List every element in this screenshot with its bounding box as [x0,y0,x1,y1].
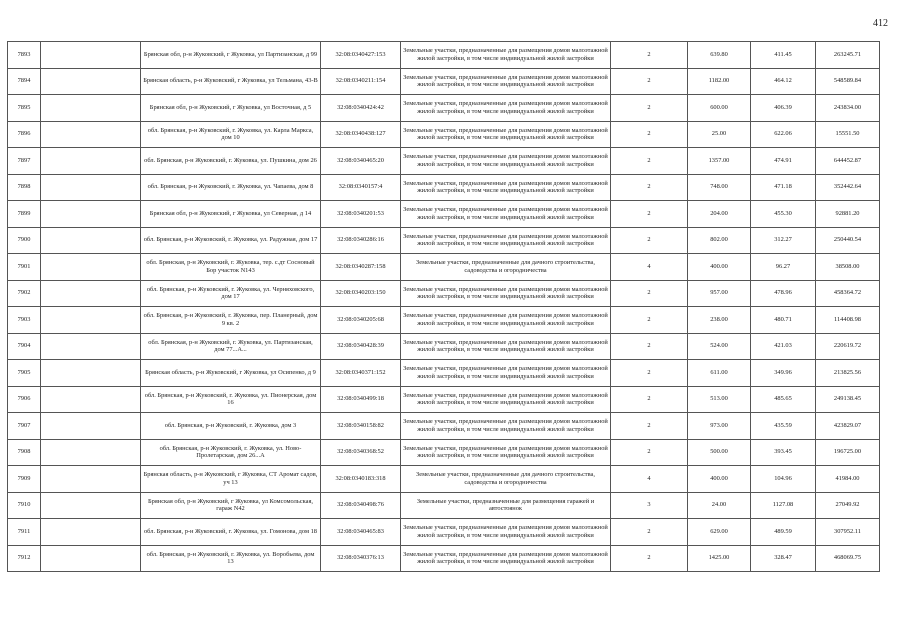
row-number-cell: 7894 [8,68,41,95]
area-cell: 204.00 [688,201,751,228]
rate-cell: 328.47 [751,545,816,572]
area-cell: 500.00 [688,439,751,466]
category-cell: 2 [611,307,688,334]
address-cell: обл. Брянская, р-н Жуковский, г. Жуковка, ул. Ново-Пролетарская, дом 26...А [141,439,321,466]
table-row [8,386,880,413]
address-cell: обл. Брянская, р-н Жуковский, г. Жуковка, ул. Чапаева, дом 8 [141,174,321,201]
row-number-cell: 7893 [8,42,41,69]
rate-cell: 393.45 [751,439,816,466]
empty-cell [41,68,141,95]
empty-cell [41,439,141,466]
area-cell: 238.00 [688,307,751,334]
category-cell: 3 [611,492,688,519]
table-row [8,42,880,69]
land-use-cell: Земельные участки, предназначенные для дачного строительства, садоводства и огородничества [401,254,611,281]
land-use-cell: Земельные участки, предназначенные для дачного строительства, садоводства и огородничества [401,466,611,493]
table-row [8,545,880,572]
category-cell: 2 [611,439,688,466]
area-cell: 400.00 [688,466,751,493]
area-cell: 1182.00 [688,68,751,95]
row-number-cell: 7901 [8,254,41,281]
land-use-cell: Земельные участки, предназначенные для размещения домов малоэтажной жилой застройки, в том числе индивидуальной жилой застройки [401,201,611,228]
table-row [8,95,880,122]
empty-cell [41,466,141,493]
empty-cell [41,95,141,122]
rate-cell: 455.30 [751,201,816,228]
category-cell: 2 [611,333,688,360]
area-cell: 25.00 [688,121,751,148]
rate-cell: 622.06 [751,121,816,148]
category-cell: 2 [611,148,688,175]
row-number-cell: 7904 [8,333,41,360]
category-cell: 2 [611,201,688,228]
cadastral-number-cell: 32:08:0340201:53 [321,201,401,228]
land-use-cell: Земельные участки, предназначенные для размещения домов малоэтажной жилой застройки, в том числе индивидуальной жилой застройки [401,413,611,440]
land-registry-table [7,41,880,572]
cadastral-value-cell: 41984.00 [816,466,880,493]
land-use-cell: Земельные участки, предназначенные для размещения домов малоэтажной жилой застройки, в том числе индивидуальной жилой застройки [401,148,611,175]
address-cell: обл. Брянская, р-н Жуковский, г. Жуковка, тер. с.дт Сосновый Бор участок N143 [141,254,321,281]
rate-cell: 485.65 [751,386,816,413]
address-cell: обл. Брянская, р-н Жуковский, г. Жуковка, пер. Планерный, дом 9 кв. 2 [141,307,321,334]
table-row [8,307,880,334]
land-use-cell: Земельные участки, предназначенные для размещения домов малоэтажной жилой застройки, в том числе индивидуальной жилой застройки [401,519,611,546]
cadastral-number-cell: 32:08:0340211:154 [321,68,401,95]
empty-cell [41,492,141,519]
land-use-cell: Земельные участки, предназначенные для размещения домов малоэтажной жилой застройки, в том числе индивидуальной жилой застройки [401,121,611,148]
cadastral-value-cell: 352442.64 [816,174,880,201]
address-cell: Брянская обл, р-н Жуковский, г Жуковка, ул Партизанская, д 99 [141,42,321,69]
table-row [8,68,880,95]
land-use-cell: Земельные участки, предназначенные для размещения домов малоэтажной жилой застройки, в том числе индивидуальной жилой застройки [401,360,611,387]
table-row [8,174,880,201]
cadastral-number-cell: 32:08:0340424:42 [321,95,401,122]
rate-cell: 464.12 [751,68,816,95]
rate-cell: 1127.08 [751,492,816,519]
rate-cell: 489.59 [751,519,816,546]
cadastral-number-cell: 32:08:0340183:318 [321,466,401,493]
rate-cell: 406.39 [751,95,816,122]
cadastral-value-cell: 423829.07 [816,413,880,440]
address-cell: Брянская область, р-н Жуковский, г Жуковка, ул Тельмана, 43-В [141,68,321,95]
table-row [8,466,880,493]
land-use-cell: Земельные участки, предназначенные для размещения домов малоэтажной жилой застройки, в том числе индивидуальной жилой застройки [401,42,611,69]
land-use-cell: Земельные участки, предназначенные для размещения домов малоэтажной жилой застройки, в том числе индивидуальной жилой застройки [401,68,611,95]
empty-cell [41,227,141,254]
row-number-cell: 7906 [8,386,41,413]
cadastral-number-cell: 32:08:0340498:76 [321,492,401,519]
area-cell: 1357.00 [688,148,751,175]
row-number-cell: 7907 [8,413,41,440]
address-cell: обл. Брянская, р-н Жуковский, г. Жуковка, ул. Черняховского, дом 17 [141,280,321,307]
table-row [8,254,880,281]
address-cell: обл. Брянская, р-н Жуковский, г. Жуковка, ул. Партизанская, дом 77...А... [141,333,321,360]
cadastral-number-cell: 32:08:0340158:82 [321,413,401,440]
table-row [8,413,880,440]
rate-cell: 421.03 [751,333,816,360]
row-number-cell: 7910 [8,492,41,519]
row-number-cell: 7898 [8,174,41,201]
area-cell: 24.00 [688,492,751,519]
address-cell: обл. Брянская, р-н Жуковский, г. Жуковка, ул. Радужная, дом 17 [141,227,321,254]
empty-cell [41,148,141,175]
cadastral-number-cell: 32:08:0340376:13 [321,545,401,572]
row-number-cell: 7908 [8,439,41,466]
land-use-cell: Земельные участки, предназначенные для размещения домов малоэтажной жилой застройки, в том числе индивидуальной жилой застройки [401,95,611,122]
cadastral-value-cell: 307952.11 [816,519,880,546]
area-cell: 802.00 [688,227,751,254]
empty-cell [41,42,141,69]
cadastral-value-cell: 196725.00 [816,439,880,466]
cadastral-value-cell: 220619.72 [816,333,880,360]
address-cell: обл. Брянская, р-н Жуковский, г. Жуковка, ул. Гомонова, дом 18 [141,519,321,546]
row-number-cell: 7896 [8,121,41,148]
cadastral-value-cell: 644452.87 [816,148,880,175]
table-row [8,439,880,466]
rate-cell: 478.96 [751,280,816,307]
area-cell: 973.00 [688,413,751,440]
cadastral-value-cell: 15551.50 [816,121,880,148]
area-cell: 524.00 [688,333,751,360]
land-use-cell: Земельные участки, предназначенные для размещения домов малоэтажной жилой застройки, в том числе индивидуальной жилой застройки [401,280,611,307]
land-use-cell: Земельные участки, предназначенные для размещения домов малоэтажной жилой застройки, в том числе индивидуальной жилой застройки [401,386,611,413]
cadastral-number-cell: 32:08:0340371:152 [321,360,401,387]
cadastral-number-cell: 32:08:0340427:153 [321,42,401,69]
area-cell: 400.00 [688,254,751,281]
cadastral-number-cell: 32:08:0340465:20 [321,148,401,175]
rate-cell: 349.96 [751,360,816,387]
category-cell: 2 [611,95,688,122]
cadastral-number-cell: 32:08:0340157:4 [321,174,401,201]
address-cell: обл. Брянская, р-н Жуковский, г. Жуковка, ул. Карла Маркса, дом 10 [141,121,321,148]
cadastral-value-cell: 27049.92 [816,492,880,519]
cadastral-value-cell: 548589.84 [816,68,880,95]
rate-cell: 104.96 [751,466,816,493]
category-cell: 2 [611,386,688,413]
table-row [8,333,880,360]
row-number-cell: 7902 [8,280,41,307]
empty-cell [41,519,141,546]
rate-cell: 312.27 [751,227,816,254]
row-number-cell: 7900 [8,227,41,254]
area-cell: 748.00 [688,174,751,201]
area-cell: 1425.00 [688,545,751,572]
cadastral-number-cell: 32:08:0340205:68 [321,307,401,334]
cadastral-number-cell: 32:08:0340287:158 [321,254,401,281]
category-cell: 2 [611,121,688,148]
row-number-cell: 7909 [8,466,41,493]
category-cell: 2 [611,413,688,440]
cadastral-value-cell: 263245.71 [816,42,880,69]
table-row [8,201,880,228]
table-row [8,227,880,254]
cadastral-number-cell: 32:08:0340203:150 [321,280,401,307]
area-cell: 629.00 [688,519,751,546]
address-cell: обл. Брянская, р-н Жуковский, г. Жуковка, ул. Воробьева, дом 13 [141,545,321,572]
rate-cell: 96.27 [751,254,816,281]
category-cell: 2 [611,360,688,387]
row-number-cell: 7903 [8,307,41,334]
row-number-cell: 7897 [8,148,41,175]
empty-cell [41,545,141,572]
table-row [8,360,880,387]
land-use-cell: Земельные участки, предназначенные для размещения домов малоэтажной жилой застройки, в том числе индивидуальной жилой застройки [401,545,611,572]
rate-cell: 471.18 [751,174,816,201]
cadastral-value-cell: 114408.98 [816,307,880,334]
cadastral-value-cell: 250440.54 [816,227,880,254]
category-cell: 4 [611,254,688,281]
empty-cell [41,360,141,387]
category-cell: 2 [611,545,688,572]
empty-cell [41,307,141,334]
address-cell: Брянская обл, р-н Жуковский, г Жуковка, ул Восточная, д 5 [141,95,321,122]
address-cell: Брянская обл, р-н Жуковский, г Жуковка, ул Комсомольская, гараж N42 [141,492,321,519]
address-cell: обл. Брянская, р-н Жуковский, г. Жуковка, ул. Пушкина, дом 26 [141,148,321,175]
table-row [8,121,880,148]
cadastral-value-cell: 468069.75 [816,545,880,572]
area-cell: 600.00 [688,95,751,122]
category-cell: 2 [611,280,688,307]
address-cell: Брянская область, р-н Жуковский, г Жуковка, ул Осипенко, д 9 [141,360,321,387]
address-cell: Брянская область, р-н Жуковский, г Жуковка, СТ Аромат садов, уч 13 [141,466,321,493]
land-use-cell: Земельные участки, предназначенные для размещения гаражей и автостоянок [401,492,611,519]
table-row [8,148,880,175]
empty-cell [41,386,141,413]
rate-cell: 480.71 [751,307,816,334]
empty-cell [41,254,141,281]
page-number: 412 [873,18,888,29]
empty-cell [41,201,141,228]
cadastral-number-cell: 32:08:0340428:39 [321,333,401,360]
area-cell: 957.00 [688,280,751,307]
category-cell: 4 [611,466,688,493]
category-cell: 2 [611,519,688,546]
table-row [8,492,880,519]
cadastral-value-cell: 92881.20 [816,201,880,228]
area-cell: 513.00 [688,386,751,413]
land-use-cell: Земельные участки, предназначенные для размещения домов малоэтажной жилой застройки, в том числе индивидуальной жилой застройки [401,174,611,201]
row-number-cell: 7911 [8,519,41,546]
cadastral-number-cell: 32:08:0340438:127 [321,121,401,148]
address-cell: обл. Брянская, р-н Жуковский, г. Жуковка, ул. Пионерская, дом 16 [141,386,321,413]
cadastral-number-cell: 32:08:0340499:18 [321,386,401,413]
empty-cell [41,333,141,360]
row-number-cell: 7895 [8,95,41,122]
row-number-cell: 7899 [8,201,41,228]
cadastral-value-cell: 249138.45 [816,386,880,413]
table-row [8,280,880,307]
cadastral-value-cell: 243834.00 [816,95,880,122]
cadastral-number-cell: 32:08:0340286:16 [321,227,401,254]
cadastral-value-cell: 38508.00 [816,254,880,281]
category-cell: 2 [611,42,688,69]
category-cell: 2 [611,174,688,201]
address-cell: Брянская обл, р-н Жуковский, г Жуковка, ул Северная, д 14 [141,201,321,228]
table-body [8,42,880,572]
row-number-cell: 7912 [8,545,41,572]
address-cell: обл. Брянская, р-н Жуковский, г. Жуковка, дом 3 [141,413,321,440]
category-cell: 2 [611,68,688,95]
area-cell: 639.80 [688,42,751,69]
empty-cell [41,121,141,148]
land-use-cell: Земельные участки, предназначенные для размещения домов малоэтажной жилой застройки, в том числе индивидуальной жилой застройки [401,333,611,360]
land-use-cell: Земельные участки, предназначенные для размещения домов малоэтажной жилой застройки, в том числе индивидуальной жилой застройки [401,439,611,466]
rate-cell: 474.91 [751,148,816,175]
row-number-cell: 7905 [8,360,41,387]
empty-cell [41,280,141,307]
empty-cell [41,174,141,201]
rate-cell: 411.45 [751,42,816,69]
rate-cell: 435.59 [751,413,816,440]
cadastral-number-cell: 32:08:0340465:83 [321,519,401,546]
table-row [8,519,880,546]
land-use-cell: Земельные участки, предназначенные для размещения домов малоэтажной жилой застройки, в том числе индивидуальной жилой застройки [401,227,611,254]
empty-cell [41,413,141,440]
cadastral-number-cell: 32:08:0340368:52 [321,439,401,466]
category-cell: 2 [611,227,688,254]
cadastral-value-cell: 458364.72 [816,280,880,307]
cadastral-value-cell: 213825.56 [816,360,880,387]
land-use-cell: Земельные участки, предназначенные для размещения домов малоэтажной жилой застройки, в том числе индивидуальной жилой застройки [401,307,611,334]
area-cell: 611.00 [688,360,751,387]
